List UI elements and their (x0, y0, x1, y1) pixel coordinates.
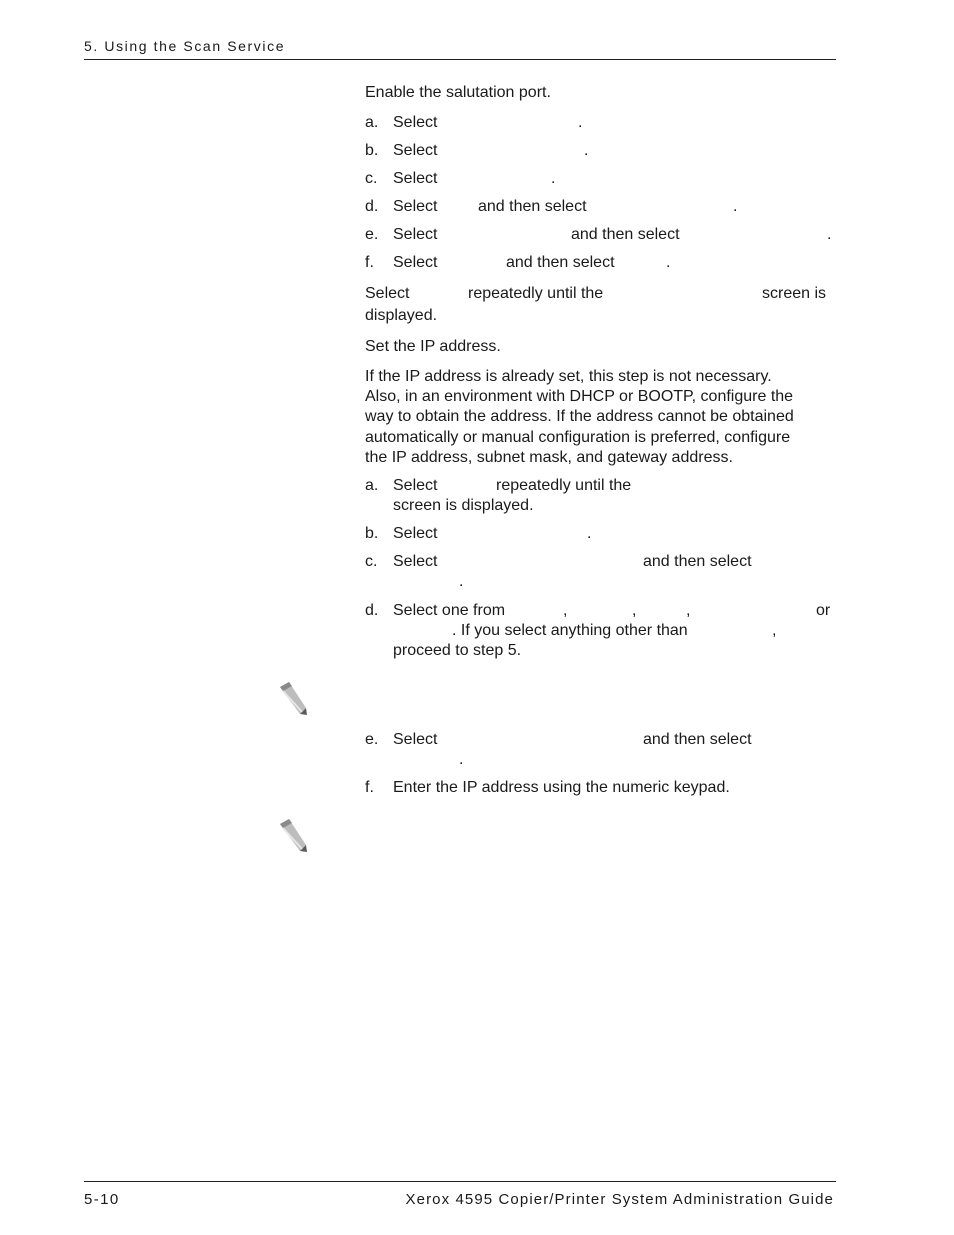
step-ip-e-line2: . (459, 751, 464, 768)
step-enable-e-end: . (827, 226, 832, 243)
step-ip-para-line: If the IP address is already set, this step is not necessary. (365, 368, 772, 385)
step-enable-d-select: Select (393, 198, 438, 215)
step-ip-c-line2: . (459, 573, 464, 590)
step-enable-a-end: . (578, 114, 583, 131)
step-repeat-line2: displayed. (365, 307, 438, 324)
step-repeat-end: screen is (762, 285, 827, 302)
step-ip-para-line: automatically or manual configuration is preferred, configure (365, 429, 791, 446)
step-enable-f-label: f. (365, 254, 374, 271)
step-ip-para-line: the IP address, subnet mask, and gateway address. (365, 449, 733, 466)
step-ip-c-select: Select (393, 553, 438, 570)
step-ip-f-label: f. (365, 779, 374, 796)
running-header: 5. Using the Scan Service (84, 38, 286, 54)
step-ip-d-line3: proceed to step 5. (393, 642, 522, 659)
step-enable-c-select: Select (393, 170, 438, 187)
step-ip-a-select: Select (393, 477, 438, 494)
step-ip-a-line2: screen is displayed. (393, 497, 534, 514)
guide-title: Xerox 4595 Copier/Printer System Administration Guide (405, 1191, 834, 1208)
step-enable-b-select: Select (393, 142, 438, 159)
step-ip-d-comma: , (632, 602, 637, 619)
step-ip-d-line2a: . If you select anything other than (452, 622, 688, 639)
step-ip-d-comma: , (686, 602, 691, 619)
step-ip-d-line2b: , (772, 622, 777, 639)
step-ip-e-select: Select (393, 731, 438, 748)
step-repeat-select: Select (365, 285, 410, 302)
step-enable-c-end: . (551, 170, 556, 187)
step-repeat-mid: repeatedly until the (468, 285, 604, 302)
step-enable-b-label: b. (365, 142, 379, 159)
page-number: 5-10 (84, 1191, 120, 1208)
step-ip-e-mid: and then select (643, 731, 752, 748)
step-enable-f-select: Select (393, 254, 438, 271)
step-enable-f-mid: and then select (506, 254, 615, 271)
step-ip-c-label: c. (365, 553, 378, 570)
step-ip-a-label: a. (365, 477, 379, 494)
step-ip-d-comma: , (563, 602, 568, 619)
step-ip-a-mid: repeatedly until the (496, 477, 632, 494)
step-enable-intro: Enable the salutation port. (365, 84, 551, 101)
step-ip-d-or: or (816, 602, 831, 619)
step-ip-para-line: way to obtain the address. If the address cannot be obtained (365, 408, 794, 425)
step-ip-intro: Set the IP address. (365, 338, 501, 355)
step-ip-e-label: e. (365, 731, 379, 748)
step-enable-d-mid: and then select (478, 198, 587, 215)
step-ip-b-label: b. (365, 525, 379, 542)
step-ip-b-select: Select (393, 525, 438, 542)
step-enable-e-label: e. (365, 226, 379, 243)
step-enable-c-label: c. (365, 170, 378, 187)
step-enable-d-label: d. (365, 198, 379, 215)
footer-rule (84, 1181, 836, 1182)
step-enable-a-label: a. (365, 114, 379, 131)
step-enable-a-select: Select (393, 114, 438, 131)
step-ip-f-text: Enter the IP address using the numeric keypad. (393, 779, 730, 796)
step-enable-e-select: Select (393, 226, 438, 243)
step-enable-b-end: . (584, 142, 589, 159)
step-enable-f-end: . (666, 254, 671, 271)
step-enable-d-end: . (733, 198, 738, 215)
header-rule (84, 59, 836, 60)
note-pencil-icon (276, 678, 312, 718)
step-ip-b-end: . (587, 525, 592, 542)
step-ip-c-mid: and then select (643, 553, 752, 570)
step-ip-d-label: d. (365, 602, 379, 619)
step-ip-d-start: Select one from (393, 602, 506, 619)
step-ip-para-line: Also, in an environment with DHCP or BOOTP, configure the (365, 388, 794, 405)
note-pencil-icon (276, 815, 312, 855)
step-enable-e-mid: and then select (571, 226, 680, 243)
